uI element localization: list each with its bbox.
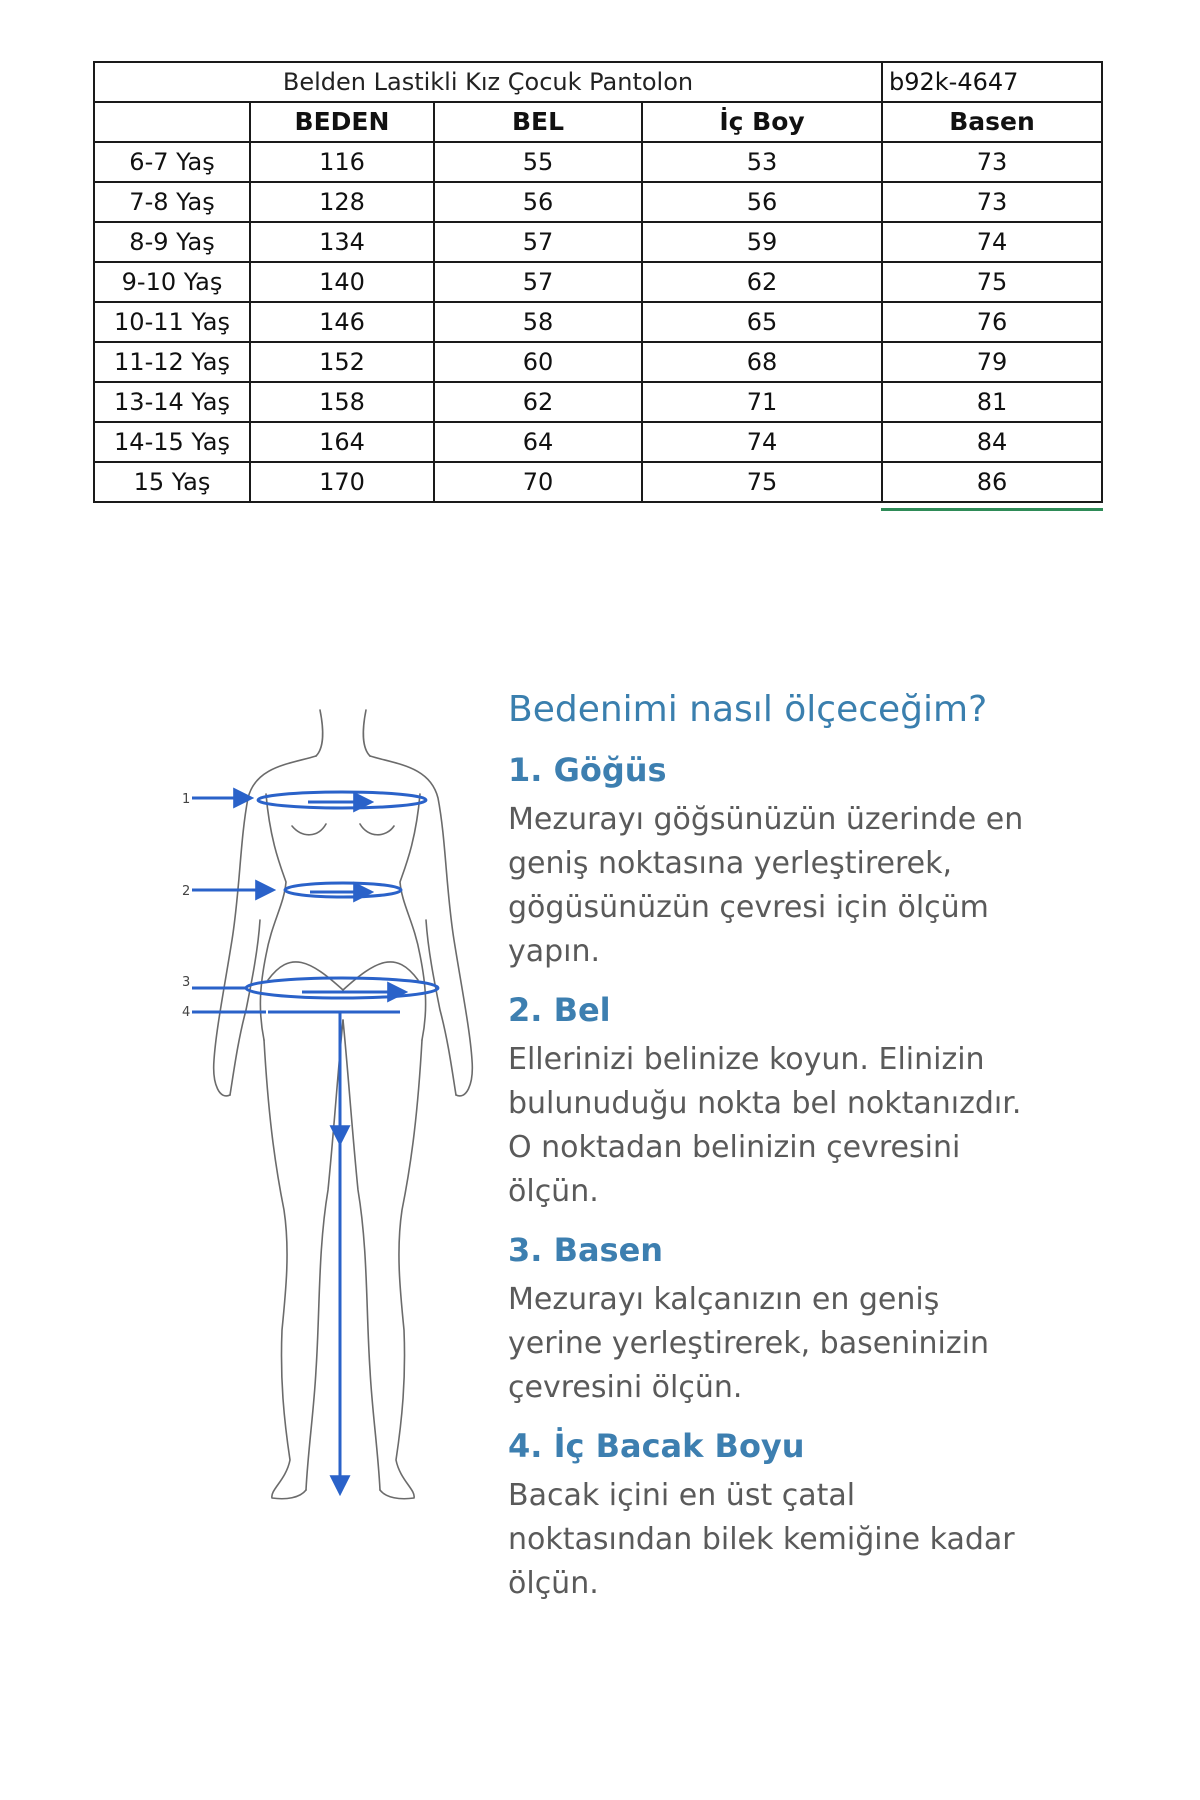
cell-bel: 70 <box>434 462 642 502</box>
marker-3: 3 <box>182 975 191 990</box>
cell-beden: 134 <box>250 222 434 262</box>
table-row <box>94 142 1102 182</box>
cell-beden: 146 <box>250 302 434 342</box>
cell-ic-boy: 56 <box>642 182 882 222</box>
table-row <box>94 462 1102 502</box>
cell-beden: 158 <box>250 382 434 422</box>
marker-4: 4 <box>182 1005 191 1020</box>
body-outline <box>214 710 473 1499</box>
cell-ic-boy: 68 <box>642 342 882 382</box>
cell-beden: 128 <box>250 182 434 222</box>
table-row <box>94 262 1102 302</box>
cell-age: 6-7 Yaş <box>94 142 250 182</box>
body-measurement-figure <box>182 690 490 1520</box>
table-row <box>94 302 1102 342</box>
waist-tape-loop <box>285 883 401 897</box>
guide-title: Bedenimi nasıl ölçeceğim? <box>508 689 988 730</box>
marker-1: 1 <box>182 792 191 807</box>
section-text: Bacak içini en üst çatal noktasından bilek kemiğine kadar ölçün. <box>508 1478 1015 1601</box>
cell-ic-boy: 62 <box>642 262 882 302</box>
cell-ic-boy: 75 <box>642 462 882 502</box>
cell-beden: 164 <box>250 422 434 462</box>
cell-ic-boy: 53 <box>642 142 882 182</box>
section-inseam <box>508 1426 1068 1606</box>
cell-basen: 73 <box>882 182 1102 222</box>
section-text: Ellerinizi belinize koyun. Elinizin bulunuduğu nokta bel noktanızdır. O noktadan belinizin çevresini ölçün. <box>508 1042 1022 1209</box>
product-code: b92k-4647 <box>882 62 1102 102</box>
cell-bel: 57 <box>434 222 642 262</box>
section-chest <box>508 750 1068 974</box>
cell-age: 11-12 Yaş <box>94 342 250 382</box>
table-row <box>94 422 1102 462</box>
marker-2: 2 <box>182 884 191 899</box>
cell-basen: 84 <box>882 422 1102 462</box>
cell-bel: 64 <box>434 422 642 462</box>
cell-basen: 75 <box>882 262 1102 302</box>
cell-basen: 81 <box>882 382 1102 422</box>
cell-basen: 76 <box>882 302 1102 342</box>
column-header-bel: BEL <box>434 102 642 142</box>
measurement-guide <box>508 688 1068 1622</box>
cell-bel: 62 <box>434 382 642 422</box>
column-header-beden: BEDEN <box>250 102 434 142</box>
section-text: Mezurayı kalçanızın en geniş yerine yerleştirerek, baseninizin çevresini ölçün. <box>508 1282 989 1405</box>
section-heading: 4. İç Bacak Boyu <box>508 1427 805 1465</box>
chest-tape-loop <box>258 792 426 808</box>
table-row <box>94 182 1102 222</box>
cell-age: 10-11 Yaş <box>94 302 250 342</box>
section-heading: 1. Göğüs <box>508 751 667 789</box>
cell-age: 9-10 Yaş <box>94 262 250 302</box>
cell-bel: 56 <box>434 182 642 222</box>
cell-bel: 57 <box>434 262 642 302</box>
cell-ic-boy: 65 <box>642 302 882 342</box>
table-body <box>94 142 1102 502</box>
section-hips <box>508 1230 1068 1410</box>
size-chart-table <box>93 61 1103 503</box>
cell-age: 15 Yaş <box>94 462 250 502</box>
table-header-row <box>94 102 1102 142</box>
product-title: Belden Lastikli Kız Çocuk Pantolon <box>94 62 882 102</box>
cell-bel: 55 <box>434 142 642 182</box>
cell-basen: 86 <box>882 462 1102 502</box>
cell-beden: 152 <box>250 342 434 382</box>
cell-beden: 116 <box>250 142 434 182</box>
cell-basen: 73 <box>882 142 1102 182</box>
cell-beden: 140 <box>250 262 434 302</box>
hip-tape-loop <box>246 978 438 998</box>
cell-bel: 60 <box>434 342 642 382</box>
cell-selection-accent <box>881 508 1103 511</box>
table-row <box>94 222 1102 262</box>
section-heading: 3. Basen <box>508 1231 664 1269</box>
column-header-ic-boy: İç Boy <box>642 102 882 142</box>
section-waist <box>508 990 1068 1214</box>
cell-ic-boy: 74 <box>642 422 882 462</box>
cell-age: 8-9 Yaş <box>94 222 250 262</box>
column-header-basen: Basen <box>882 102 1102 142</box>
cell-ic-boy: 59 <box>642 222 882 262</box>
section-text: Mezurayı göğsünüzün üzerinde en geniş noktasına yerleştirerek, gögüsünüzün çevresi için ölçüm yapın. <box>508 802 1024 969</box>
column-header-age <box>94 102 250 142</box>
table-row <box>94 382 1102 422</box>
cell-basen: 74 <box>882 222 1102 262</box>
cell-age: 13-14 Yaş <box>94 382 250 422</box>
cell-ic-boy: 71 <box>642 382 882 422</box>
cell-beden: 170 <box>250 462 434 502</box>
table-row <box>94 342 1102 382</box>
table-title-row <box>94 62 1102 102</box>
cell-bel: 58 <box>434 302 642 342</box>
cell-age: 7-8 Yaş <box>94 182 250 222</box>
section-heading: 2. Bel <box>508 991 611 1029</box>
cell-basen: 79 <box>882 342 1102 382</box>
marker-numbers <box>182 792 190 1020</box>
cell-age: 14-15 Yaş <box>94 422 250 462</box>
